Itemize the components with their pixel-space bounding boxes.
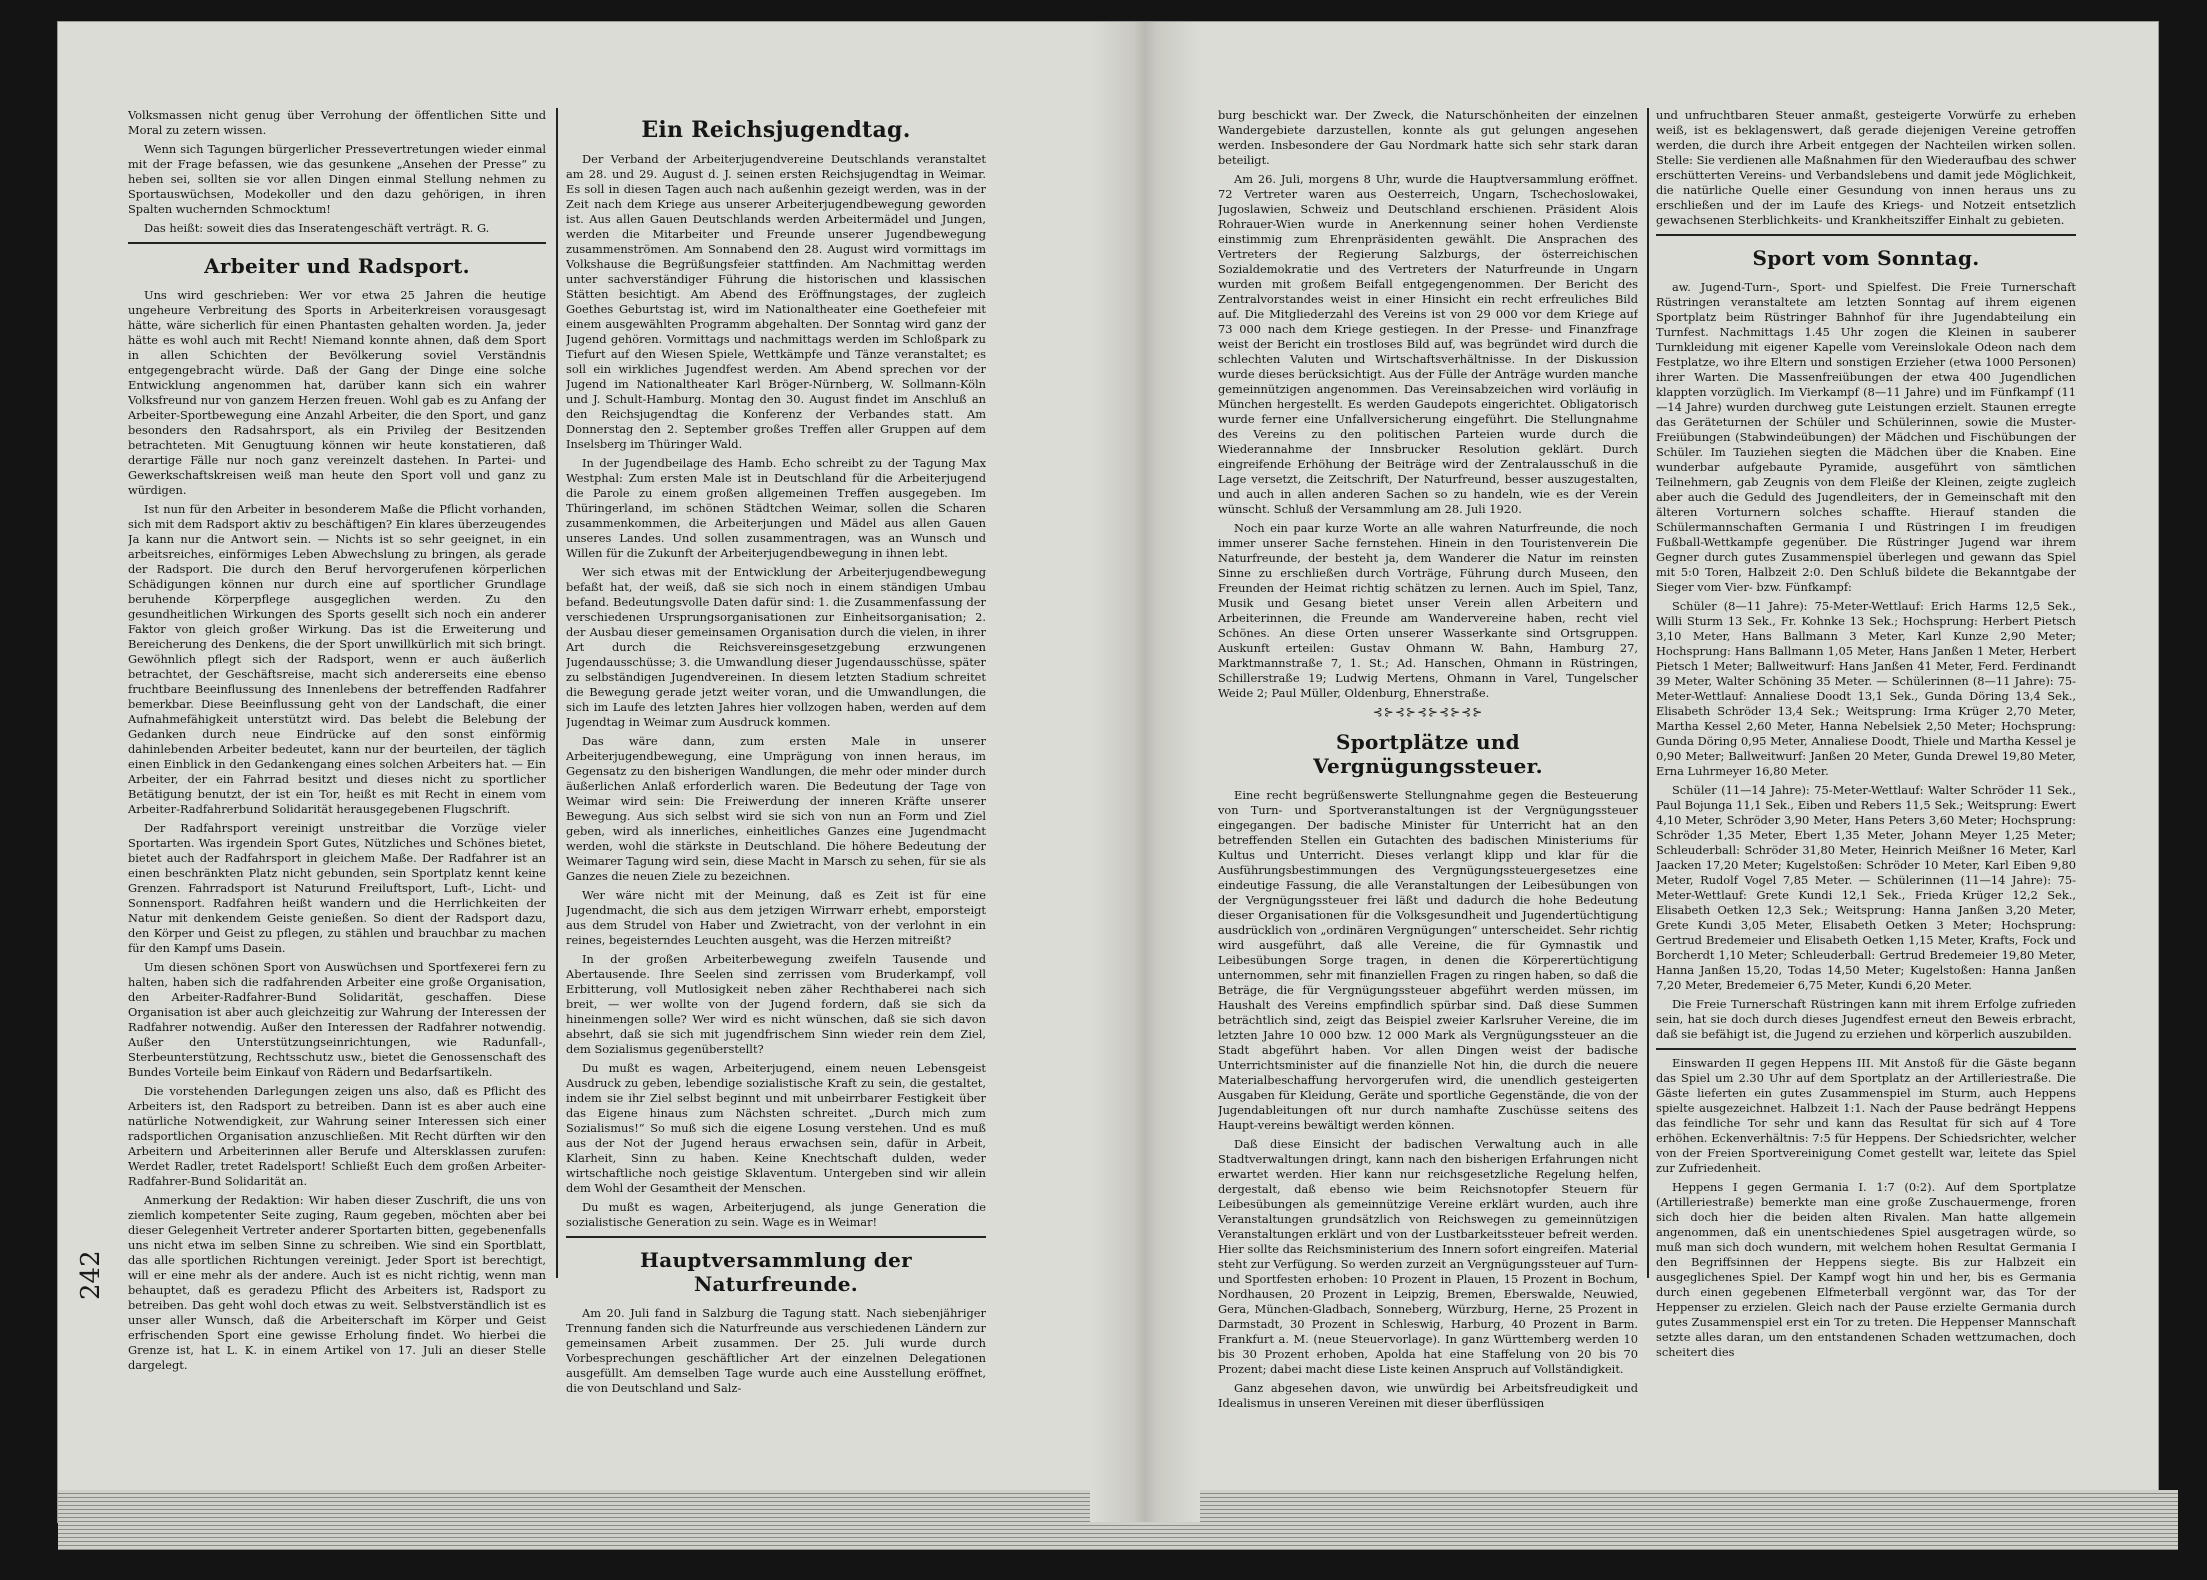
paragraph: Volksmassen nicht genug über Verrohung der öffentlichen Sitte und Moral zu zetern wissen. — [128, 108, 546, 137]
paragraph: Ganz abgesehen davon, wie unwürdig bei Arbeitsfreudigkeit und Idealismus in unseren Vereinen mit dieser überflüssigen — [1218, 1381, 1638, 1408]
column-rule — [556, 108, 558, 1278]
paragraph: Du mußt es wagen, Arbeiterjugend, einem neuen Lebensgeist Ausdruck zu geben, lebendige sozialistische Kraft zu sein, die gestaltet, indem sie ihr Ziel selbst beginnt und mit unbeirrbarer Festigkeit über das Eigene hinaus zum Nächsten schreitet. „Durch mich zum Sozialismus!“ So muß sich die eigene Losung verstehen. Und es muß aus der Not der Jugend heraus erwachsen sein, dafür in Arbeit, Klarheit, Sinn zu haben. Keine Knechtschaft dulden, weder wirtschaftliche noch geistige Sklaventum. Untergeben sind wir allein dem Wohl der Gesamtheit der Menschen. — [566, 1061, 986, 1195]
page-number: 242 — [76, 1250, 106, 1300]
paragraph: Die vorstehenden Darlegungen zeigen uns also, daß es Pflicht des Arbeiters ist, den Radsport zu betreiben. Dann ist es aber auch eine natürliche Notwendigkeit, zur Wahrung seiner Interessen sich einer radsportlichen Organisation anzuschließen. Mit Recht dürften wir den Arbeitern und Arbeiterinnen aller Berufe und Altersklassen zurufen: Werdet Radler, tretet Radelsport! Schließt Euch dem großen Arbeiter-Radfahrer-Bund Solidarität an. — [128, 1084, 546, 1188]
section-divider — [1656, 234, 2076, 236]
article-headline: Hauptversammlung der Naturfreunde. — [640, 1248, 912, 1296]
results-paragraph: Schüler (11—14 Jahre): 75-Meter-Wettlauf: Walter Schröder 11 Sek., Paul Bojunga 11,1 Sek., Eiben und Rebers 11,5 Sek.; Weitsprung: Ewert 4,10 Meter, Schröder 3,90 Meter, Hans Peters 3,60 Meter; Hochsprung: Schröder 1,35 Meter, Ebert 1,35 Meter, Johann Meyer 1,25 Meter; Schleuderball: Schröder 31,80 Meter, Heinrich Meißner 16 Meter, Karl Jaacken 17,20 Meter; Kugelstoßen: Schröder 10 Meter, Karl Eiben 9,80 Meter, Rudolf Vogel 7,85 Meter. — Schülerinnen (11—14 Jahre): 75-Meter-Wettlauf: Grete Kundi 12,1 Sek., Frieda Krüger 12,2 Sek., Elisabeth Oetken 12,3 Sek.; Weitsprung: Hanna Janßen 3,20 Meter, Grete Kundi 3,05 Meter, Elisabeth Oetken 3 Meter; Hochsprung: Gertrud Bredemeier und Elisabeth Oetken 1,15 Meter, Krafts, Fock und Borcherdt 1,10 Meter; Schleuderball: Gertrud Bredemeier 19,80 Meter, Hanna Janßen 15,20, Todas 14,50 Meter; Kugelstoßen: Hanna Janßen 7,20 Meter, Bredemeier 6,75 Meter, Kundi 6,20 Meter. — [1656, 783, 2076, 992]
paragraph: In der großen Arbeiterbewegung zweifeln Tausende und Abertausende. Ihre Seelen sind zerrissen vom Bruderkampf, voll Erbitterung, voll Mutlosigkeit neben zäher Rechthaberei nach sich breit, — wer wollte von der Jugend fordern, daß sie sich da hineinmengen solle? Wer wird es nicht wünschen, daß sie sich davon absehrt, daß sie sich mit jugendfrischem Sinn wieder rein dem Ziel, dem Sozialismus gegenüberstellt? — [566, 952, 986, 1056]
paragraph: Die Freie Turnerschaft Rüstringen kann mit ihrem Erfolge zufrieden sein, hat sie doch durch dieses Jugendfest erneut den Beweis erbracht, daß sie befähigt ist, die Jugend zu erziehen und körperlich auszubilden. — [1656, 997, 2076, 1041]
paragraph: Uns wird geschrieben: Wer vor etwa 25 Jahren die heutige ungeheure Verbreitung des Sports in Arbeiterkreisen vorausgesagt hätte, wäre sicherlich für einen Phantasten gehalten worden. Ja, jeder hätte es wohl auch mit Recht! Niemand konnte ahnen, daß dem Sport in allen Schichten der Bevölkerung soviel Verständnis entgegengebracht würde. Daß der Gang der Dinge eine solche Entwicklung angenommen hat, darüber kann sich ein wahrer Volksfreund nur von ganzem Herzen freuen. Wohl gab es zu Anfang der Arbeiter-Sportbewegung eine Anzahl Arbeiter, die den Sport, und ganz besonders den Radsahrsport, als ein Privileg der Besitzenden betrachteten. Mit Genugtuung können wir heute konstatieren, daß derartige Fälle nur noch ganz vereinzelt dastehen. In Partei- und Gewerkschaftskreisen weiß man heute den Sport voll und ganz zu würdigen. — [128, 288, 546, 497]
paragraph: Wenn sich Tagungen bürgerlicher Pressevertretungen wieder einmal mit der Frage befassen, wie das gesunkene „Ansehen der Presse“ zu heben sei, sollten sie vor allen Dingen einmal Stellung nehmen zu Sportauswüchsen, Modekoller und den dazu gehörigen, in ihren Spalten wuchernden Schmocktum! — [128, 142, 546, 216]
editor-note: Anmerkung der Redaktion: Wir haben dieser Zuschrift, die uns von ziemlich kompetenter Seite zuging, Raum gegeben, möchten aber bei dieser Gelegenheit Vertreter anderer Sportarten bitten, gegebenenfalls uns nicht etwa im selben Sinne zu schreiben. Wie sind ein Sportblatt, das alle sportlichen Richtungen vereinigt. Jeder Sport ist berechtigt, will er eine mehr als der andere. Auch ist es nicht richtig, wenn man behauptet, daß es geradezu Pflicht des Arbeiters ist, Radsport zu betreiben. Das geht wohl doch etwas zu weit. Selbstverständlich ist es unser aller Wunsch, daß die Arbeiterschaft im Körper und Geist erfrischenden Sport eine gewisse Erholung findet. Wo hierbei die Grenze ist, hat L. K. in einem Artikel von 17. Juli an dieser Stelle dargelegt. — [128, 1193, 546, 1372]
paragraph: Am 26. Juli, morgens 8 Uhr, wurde die Hauptversammlung eröffnet. 72 Vertreter waren aus Oesterreich, Ungarn, Tschechoslowakei, Jugoslawien, Schweiz und Deutschland erschienen. Präsident Alois Rohrauer-Wien wurde in Anerkennung seiner hohen Verdienste einstimmig zum Ehrenpräsidenten gewählt. Die Ansprachen des Vertreters der Regierung Salzburgs, der österreichischen Sozialdemokratie und des Vertreters der Naturfreunde in Ungarn wurden mit großem Beifall entgegengenommen. Der Bericht des Zentralvorstandes weist in einer Hinsicht ein recht erfreuliches Bild auf. Die Mitgliederzahl des Vereins ist von 29 000 vor dem Kriege auf 73 000 nach dem Kriege gestiegen. In der Presse- und Finanzfrage weist der Bericht ein trostloses Bild auf, was begründet wird durch die schlechten Valuten und Wirtschaftsverhältnisse. In der Diskussion wurde dieses berücksichtigt. Aus der Fülle der Anträge wurden manche gemeinnützigen angenommen. Das Vereinsabzeichen wird vorläufig in München hergestellt. Es werden Gaudepots eingerichtet. Obligatorisch wurde ferner eine Unfallversicherung eingeführt. Die Stellungnahme des Vereins zu den politischen Parteien wurde durch die Wiederannahme der Innsbrucker Resolution geklärt. Durch eingreifende Erhöhung der Beiträge wird der Zentralausschuß in die Lage versetzt, die Zeitschrift, Der Naturfreund, besser auszugestalten, und auch in allen anderen Sachen so zu handeln, wie es der Verein wünscht. Schluß der Versammlung am 28. Juli 1920. — [1218, 172, 1638, 516]
paragraph: Das wäre dann, zum ersten Male in unserer Arbeiterjugendbewegung, eine Umprägung von innen heraus, im Gegensatz zu den bisherigen Wandlungen, die mehr oder minder durch äußerlichen Anlaß erforderlich waren. Die Bedeutung der Tage von Weimar wird sein: Die Freiwerdung der inneren Kräfte unserer Bewegung. Aus sich selbst wird sie sich von nun an Form und Ziel geben, wird als innerliches, einheitliches Ganzes eine Jugendmacht werden, wohl die stärkste in Deutschland. Die höhere Bedeutung der Weimarer Tagung wird sein, diese Macht in Marsch zu sehen, für sie als Ganzes die neuen Ziele zu bezeichnen. — [566, 734, 986, 883]
book-gutter — [1090, 22, 1200, 1522]
article-headline: Sport vom Sonntag. — [1752, 246, 1980, 270]
column-right-1 — [1218, 108, 1638, 1408]
paragraph: Am 20. Juli fand in Salzburg die Tagung statt. Nach siebenjähriger Trennung fanden sich die Naturfreunde aus verschiedenen Ländern zur gemeinsamen Arbeit zusammen. Der 25. Juli wurde durch Vorbesprechungen geschäftlicher Art der einzelnen Delegationen ausgefüllt. Am demselben Tage wurde auch eine Ausstellung eröffnet, die von Deutschland und Salz- — [566, 1306, 986, 1395]
article-headline: Arbeiter und Radsport. — [204, 254, 470, 278]
paragraph: Wer sich etwas mit der Entwicklung der Arbeiterjugendbewegung befaßt hat, der weiß, daß sie sich noch in einem ständigen Umbau befand. Bedeutungsvolle Daten dafür sind: 1. die Zusammenfassung der verschiedenen Ursprungsorganisationen zur Einheitsorganisation; 2. der Ausbau dieser gemeinsamen Organisation durch die vielen, in ihrer Art durch die Reichsvereinsgesetzgebung erzwungenen Jugendausschüsse; 3. die Umwandlung dieser Jugendausschüsse, später zu selbständigen Jugendvereinen. In diesem letzten Stadium schreitet die Bewegung gerade jetzt weiter voran, und die Umwandlungen, die sich im Laufe des letzten Jahres hier vollzogen haben, werden auf dem Jugendtag in Weimar zum Ausdruck kommen. — [566, 565, 986, 729]
section-divider — [1656, 1048, 2076, 1050]
results-paragraph: Schüler (8—11 Jahre): 75-Meter-Wettlauf: Erich Harms 12,5 Sek., Willi Sturm 13 Sek., Fr. Kohnke 13 Sek.; Hochsprung: Herbert Pietsch 3,10 Meter, Hans Ballmann 3 Meter, Karl Kunze 2,90 Meter; Hochsprung: Hans Ballmann 1,05 Meter, Hans Janßen 1 Meter, Herbert Pietsch 1 Meter; Ballweitwurf: Hans Janßen 41 Meter, Ferd. Ferdinandt 39 Meter, Walter Schöning 35 Meter. — Schülerinnen (8—11 Jahre): 75-Meter-Wettlauf: Annaliese Doodt 13,1 Sek., Gunda Döring 13,4 Sek., Elisabeth Schröder 13,4 Sek.; Weitsprung: Irma Krüger 2,70 Meter, Martha Kessel 2,60 Meter, Hanna Nebelsiek 2,50 Meter; Hochsprung: Gunda Döring 0,95 Meter, Annaliese Doodt, Thiele und Martha Kessel je 0,90 Meter; Ballweitwurf: Janßen 20 Meter, Gunda Drewel 19,80 Meter, Erna Luhrmeyer 16,80 Meter. — [1656, 599, 2076, 778]
match-report: Einswarden II gegen Heppens III. Mit Anstoß für die Gäste begann das Spiel um 2.30 Uhr auf dem Sportplatz an der Artilleriestraße. Die Gäste lieferten ein gutes Zusammenspiel im Sturm, auch Heppens spielte ausgezeichnet. Halbzeit 1:1. Nach der Pause bedrängt Heppens das feindliche Tor sehr und kann das Resultat für sich auf 4 Tore erhöhen. Eckenverhältnis: 7:5 für Heppens. Der Schiedsrichter, welcher von der Freien Sportvereinigung Comet gestellt war, leitete das Spiel zur Zufriedenheit. — [1656, 1056, 2076, 1175]
column-right-2 — [1656, 108, 2076, 1408]
section-divider — [128, 242, 546, 244]
paragraph: burg beschickt war. Der Zweck, die Naturschönheiten der einzelnen Wandergebiete darzustellen, konnte als gut gelungen angesehen werden. Insbesondere der Gau Nordmark hatte sich sehr stark daran beteiligt. — [1218, 108, 1638, 167]
paragraph: Noch ein paar kurze Worte an alle wahren Naturfreunde, die noch immer unserer Sache fernstehen. Hinein in den Touristenverein Die Naturfreunde, der besteht ja, dem Wanderer die Natur im reinsten Sinne zu erschließen durch Vorträge, Führung durch Museen, den Freunden der Heimat richtig schätzen zu lernen. Auch im Spiel, Tanz, Musik und Gesang bietet unser Verein allen Arbeitern und Arbeiterinnen, die Freunde am Wandervereine haben, recht viel Schönes. An diese Orten unserer Wasserkante sind Ortsgruppen. Auskunft erteilen: Gustav Ohmann W. Bahn, Hamburg 27, Marktmannstraße 7, 1. St.; Ad. Hanschen, Ohmann in Rüstringen, Schillerstraße 19; Ludwig Mertens, Ohmann in Varel, Tungelscher Weide 2; Paul Müller, Oldenburg, Ehnerstraße. — [1218, 521, 1638, 700]
paragraph: aw. Jugend-Turn-, Sport- und Spielfest. Die Freie Turnerschaft Rüstringen veranstaltete am letzten Sonntag auf ihrem eigenen Sportplatz beim Rüstringer Bahnhof für ihre Jugendabteilung ein Turnfest. Nachmittags 1.45 Uhr zogen die Kleinen in sauberer Turnkleidung mit eigener Kapelle vom Vereinslokale Odeon nach dem Festplatze, wo ihre Eltern und sonstigen Erzieher (etwa 1000 Personen) ihrer Warten. Die Massenfreiübungen der etwa 400 Jugendlichen klappten vorzüglich. Im Vierkampf (8—11 Jahre) und im Fünfkampf (11—14 Jahre) wurden durchweg gute Leistungen erzielt. Staunen erregte das Geräteturnen der Schüler und Schülerinnen, sowie die Muster-Freiübungen (Stabwindeübungen) der Mädchen und Fischübungen der Schüler. Im Tauziehen siegten die Mädchen über die Knaben. Eine wunderbar aufgebaute Pyramide, ausgeführt von sämtlichen Teilnehmern, gab Zeugnis von dem Fleiße der Kleinen, zeigte zugleich aber auch die Geduld des Jugendleiters, der in Gemeinschaft mit den älteren Vorturnern solches schaffte. Hierauf standen die Schülermannschaften Germania I und Rüstringen I im freudigen Fußball-Wettkampfe gegenüber. Die Rüstringer Jugend war ihrem Gegner durch gutes Zusammenspiel überlegen und gewann das Spiel mit 5:0 Toren, Halbzeit 2:0. Den Schluß bildete die Bekanntgabe der Sieger vom Vier- bzw. Fünfkampf: — [1656, 280, 2076, 594]
column-left-1 — [128, 108, 546, 1408]
section-divider — [566, 1236, 986, 1238]
paragraph: Ist nun für den Arbeiter in besonderem Maße die Pflicht vorhanden, sich mit dem Radsport aktiv zu beschäftigen? Ein klares überzeugendes Ja kann nur die Antwort sein. — Nichts ist so sehr geeignet, in ein arbeitsreiches, einförmiges Leben Abwechslung zu bringen, als gerade der Radsport. Die durch den Beruf hervorgerufenen körperlichen Schädigungen können nur durch eine auf sportlicher Grundlage beruhende Körperpflege ausgeglichen werden. Zu den gesundheitlichen Wirkungen des Sports gesellt sich noch ein anderer Faktor von gleich großer Wirkung. Das ist die Erweiterung und Bereicherung des Denkens, die der Sport unwillkürlich mit sich bringt. Gewöhnlich pflegt sich der Radsport, wenn er auch äußerlich betrachtet, der Geschäftsreise, macht sich andererseits eine ebenso fruchtbare Beeinflussung des Innenlebens der betreffenden Radfahrer bemerkbar. Diese Beeinflussung geht von der Landschaft, die einer Aufnahmefähigkeit unterstützt wird. Das belebt die Belebung der Gedanken durch neue Eindrücke auf den sonst einförmig dahinlebenden Arbeiter bedeutet, kann nur der beurteilen, der täglich einen Einblick in den Gedankengang eines solchen Arbeiters hat. — Ein Arbeiter, der ein Fahrrad besitzt und dieses nicht zu sportlicher Betätigung benutzt, der ist ein Tor, heißt es mit Recht in einem vom Arbeiter-Radfahrerbund Solidarität herausgegebenen Flugschrift. — [128, 502, 546, 816]
match-report: Heppens I gegen Germania I. 1:7 (0:2). Auf dem Sportplatze (Artilleriestraße) bemerkte man eine große Zuschauermenge, froren sich doch hier die beiden alten Rivalen. Man hatte allgemein angenommen, daß ein unentschiedenes Spiel ausgetragen würde, so muß man sich doch wundern, mit welchem hohen Resultat Germania I den Begriffsinnen der Heppens siegte. Bis zur Halbzeit ein ausgeglichenes Spiel. Der Kampf wogt hin und her, bis es Germania durch einen gegebenen Elfmeterball vergönnt war, das Tor der Heppenser zu erzielen. Gleich nach der Pause erzielte Germania durch gutes Zusammenspiel erst ein Tor zu treten. Die Heppenser Mannschaft setzte alles daran, um den entstandenen Schaden wettzumachen, doch scheitert dies — [1656, 1180, 2076, 1359]
paragraph: Du mußt es wagen, Arbeiterjugend, als junge Generation die sozialistische Generation zu sein. Wage es in Weimar! — [566, 1200, 986, 1229]
paragraph: Der Radfahrsport vereinigt unstreitbar die Vorzüge vieler Sportarten. Was irgendein Sport Gutes, Nützliches und Schönes bietet, bietet auch der Radfahrsport in gleichem Maße. Der Radfahrer ist an einen beschränkten Platz nicht gebunden, sein Sportplatz kennt keine Grenzen. Fahrradsport ist Naturund Freiluftsport, Luft-, Licht- und Sonnensport. Radfahren heißt wandern und die Herrlichkeiten der Natur mit denkendem Geiste genießen. So dient der Radsport dazu, den Körper und Geist zu pflegen, zu stählen und brauchbar zu machen für den Kampf ums Dasein. — [128, 821, 546, 955]
paragraph: In der Jugendbeilage des Hamb. Echo schreibt zu der Tagung Max Westphal: Zum ersten Male ist in Deutschland für die Arbeiterjugend die Parole zu einem großen allgemeinen Treffen ausgegeben. Im Thüringerland, im schönen Städtchen Weimar, sollen die Scharen zusammenkommen, die Arbeiterjungen und Mädel aus allen Gauen unseres Landes. Und sollen zusammentragen, was an Wunsch und Willen für die Zukunft der Arbeiterjugendbewegung in ihnen lebt. — [566, 456, 986, 560]
paragraph: Daß diese Einsicht der badischen Verwaltung auch in alle Stadtverwaltungen dringt, kann nach den bisherigen Erfahrungen nicht erwartet werden. Hier kann nur reichsgesetzliche Regelung helfen, dergestalt, daß ebenso wie beim Reichsnotopfer Steuern für Leibesübungen als gemeinnützige Vereine erklärt wurden, auch ihre Veranstaltungen grundsätzlich von Reichswegen zu gemeinnützigen Veranstaltungen erklärt und von der Lustbarkeitssteuer befreit werden. Hier sollte das Reichsministerium des Innern sofort eingreifen. Material steht zur Verfügung. So werden zurzeit an Vergnügungssteuer auf Turn- und Sportfesten erhoben: 10 Prozent in Plauen, 15 Prozent in Bochum, Nordhausen, 20 Prozent in Leipzig, Bremen, Eberswalde, Neuwied, Gera, München-Gladbach, Sonneberg, Würzburg, Herne, 25 Prozent in Darmstadt, 30 Prozent in Schleswig, Harburg, 40 Prozent in Barm. Frankfurt a. M. (neue Steuervorlage). In ganz Württemberg werden 10 bis 30 Prozent erhoben, Apolda hat eine Staffelung von 20 bis 70 Prozent; dabei macht diese Liste keinen Anspruch auf Vollständigkeit. — [1218, 1137, 1638, 1376]
column-left-2 — [566, 108, 986, 1408]
article-headline: Ein Reichsjugendtag. — [641, 117, 911, 143]
column-rule — [1647, 108, 1649, 1278]
paragraph: Der Verband der Arbeiterjugendvereine Deutschlands veranstaltet am 28. und 29. August d. J. seinen ersten Reichsjugendtag in Weimar. Es soll in diesen Tagen auch nach außenhin gezeigt werden, was in der Zeit nach dem Kriege aus unserer Arbeiterjugendbewegung geworden ist. Aus allen Gauen Deutschlands werden Arbeitermädel und Jungen, werden die Mitarbeiter und Freunde unserer Jugendbewegung zusammenströmen. Am Sonnabend den 28. August wird vormittags im Volkshause die Begrüßungsfeier stattfinden. Am Nachmittag werden unter sachverständiger Führung die historischen und klassischen Stätten besichtigt. Am Abend des Eröffnungstages, der zugleich Goethes Geburtstag ist, wird im Nationaltheater eine Goethefeier mit einem ausgewählten Programm abgehalten. Der Sonntag wird ganz der Jugend gehören. Vormittags und nachmittags werden im Schloßpark zu Tiefurt auf den Wiesen Spiele, Wettkämpfe und Tänze veranstaltet; es soll ein wirkliches Jugendfest werden. Am Abend sprechen vor der Jugend im Nationaltheater Karl Bröger-Nürnberg, W. Sollmann-Köln und J. Schult-Hamburg. Montag den 30. August findet im Anschluß an den Reichsjugendtag die Konferenz der Verbandes statt. Am Donnerstag den 2. September großes Treffen aller Gruppen auf dem Inselsberg im Thüringer Wald. — [566, 152, 986, 451]
article-headline: Sportplätze und Vergnügungssteuer. — [1313, 730, 1543, 778]
paragraph: Um diesen schönen Sport von Auswüchsen und Sportfexerei fern zu halten, haben sich die radfahrenden Arbeiter eine große Organisation, den Arbeiter-Radfahrer-Bund Solidarität, geschaffen. Diese Organisation ist aber auch gleichzeitig zur Wahrung der Interessen der Radfahrer notwendig. Außer den Interessen der Radfahrer notwendig. Außer den Unterstützungseinrichtungen, wie Radunfall-, Sterbeunterstützung, Rechtsschutz usw., bietet die Genossenschaft des Bundes Vorteile beim Einkauf von Rädern und Bedarfsartikeln. — [128, 960, 546, 1079]
paragraph: Eine recht begrüßenswerte Stellungnahme gegen die Besteuerung von Turn- und Sportveranstaltungen ist der Vergnügungssteuer eingegangen. Der badische Minister für Unterricht hat an den betreffenden Stellen ein Gutachten des badischen Ministeriums für Kultus und Unterricht. Dieses verlangt klipp und klar für die Ausführungsbestimmungen des Vergnügungssteuergesetzes eine eindeutige Fassung, die alle Veranstaltungen der Leibesübungen von der Vergnügungssteuer frei läßt und dadurch die hohe Bedeutung dieser Organisationen für die Volksgesundheit und Jugendertüchtigung ausdrücklich von „ordinären Vergnügungen“ unterscheidet. Sehr richtig wird ausgeführt, daß alle Vereine, die für Gymnastik und Leibesübungen Sorge tragen, in denen die Körperertüchtigung unternommen, sehr mit finanziellen Fragen zu ringen haben, so daß die Beträge, die für Vergnügungssteuer abgeführt werden müssen, im Haushalt des Vereins empfindlich spürbar sind. Daß diese Summen beträchtlich sind, zeigt das Beispiel zweier Karlsruher Vereine, die im letzten Jahre 10 000 bzw. 12 000 Mark als Vergnügungssteuer an die Stadt abgeführt haben. Vor allen Dingen weist der badische Unterrichtsminister auf die finanzielle Not hin, die durch die neuere Materialbeschaffung hervorgerufen wird, die unendlich gesteigerten Ausgaben für Kleidung, Geräte und sportliche Gegenstände, die von der Jugendableitungen oft nur durch namhafte Zuschüsse seitens des Haupt-vereins bewältigt werden können. — [1218, 788, 1638, 1132]
paragraph: Das heißt: soweit dies das Inseratengeschäft verträgt. R. G. — [144, 221, 490, 235]
paragraph: Wer wäre nicht mit der Meinung, daß es Zeit ist für eine Jugendmacht, die sich aus dem jetzigen Wirrwarr erhebt, emporsteigt aus dem Strudel von Haber und Zwietracht, von der verlohnt in ein reines, begeisterndes Leuchten ausgeht, was die Herzen mitreißt? — [566, 888, 986, 947]
paragraph: und unfruchtbaren Steuer anmaßt, gesteigerte Vorwürfe zu erheben weiß, ist es beklagenswert, daß gerade diejenigen Vereine getroffen werden, die durch ihre Arbeit entgegen der Nachteilen wirken sollen. Stelle: Sie verdienen alle Maßnahmen für den Wiederaufbau des schwer erschütterten Vereins- und Verbandslebens und damit jede Möglichkeit, die natürliche Quelle einer Gesundung von innen heraus uns zu erschließen und der im Laufe des Kriegs- und Notzeit entsetzlich gewachsenen Sterblichkeits- und Krankheitsziffer Einhalt zu gebieten. — [1656, 108, 2076, 227]
ornament-divider: ⊰⊱⊰⊱⊰⊱⊰⊱⊰⊱ — [1372, 705, 1484, 719]
